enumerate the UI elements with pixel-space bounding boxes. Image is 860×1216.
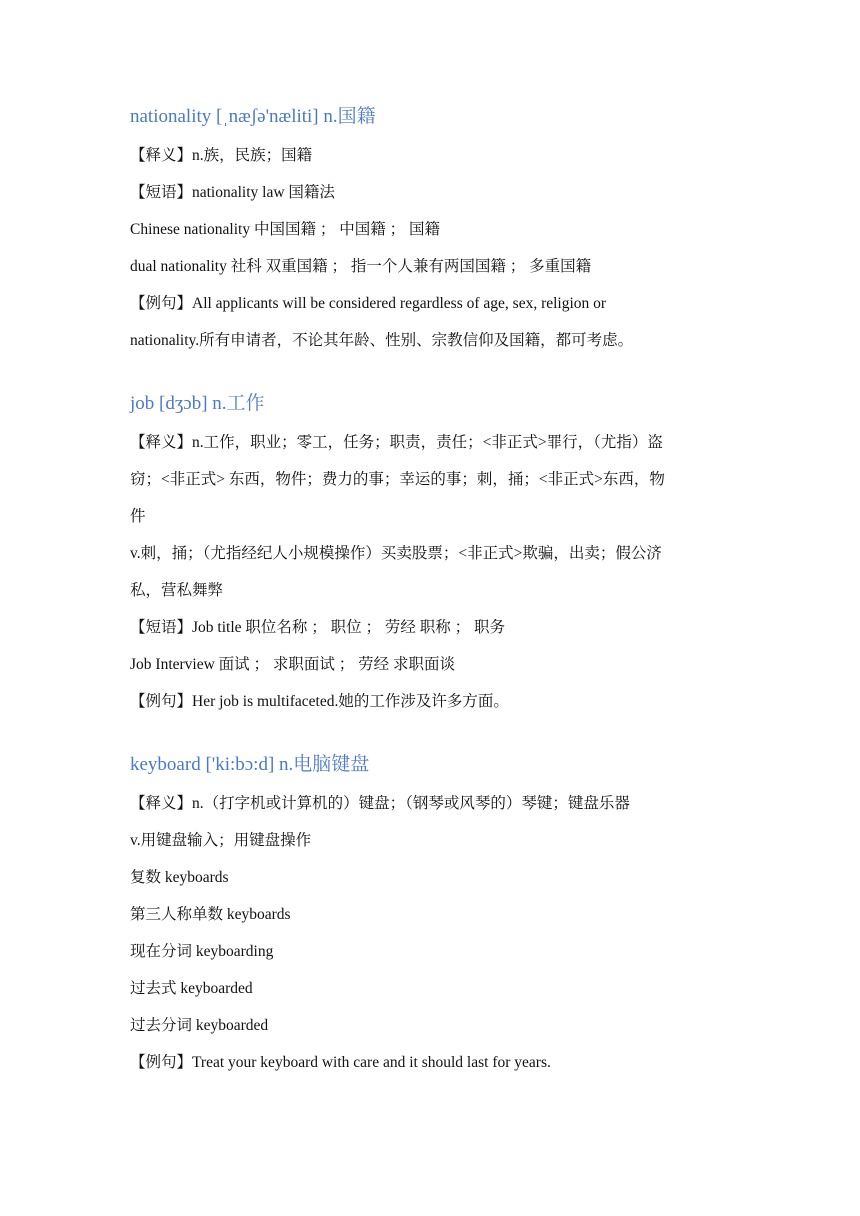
example-line: nationality.所有申请者，不论其年龄、性别、宗教信仰及国籍，都可考虑。 (130, 332, 634, 349)
entry-nationality (130, 100, 730, 359)
inflection-line: 复数 keyboards (130, 869, 229, 886)
example-line: 【例句】Her job is multifaceted.她的工作涉及许多方面。 (130, 693, 509, 710)
headword: keyboard ['ki:bɔ:d] n.电脑键盘 (130, 754, 370, 775)
headword: job [dʒɔb] n.工作 (130, 393, 265, 414)
inflection-line: 过去分词 keyboarded (130, 1017, 269, 1034)
definition-line: v.用键盘输入；用键盘操作 (130, 832, 312, 849)
document-page (130, 100, 730, 1081)
entry-keyboard (130, 748, 730, 1081)
definition-line: 件 (130, 508, 146, 525)
definition-line: 【释义】n.工作，职业；零工，任务；职责，责任；<非正式>罪行，（尤指）盗 (130, 434, 663, 451)
phrase-line: 【短语】nationality law 国籍法 (130, 184, 335, 201)
example-line: 【例句】Treat your keyboard with care and it should last for years. (130, 1054, 551, 1071)
entry-job (130, 387, 730, 720)
inflection-line: 现在分词 keyboarding (130, 943, 274, 960)
definition-line: 【释义】n.（打字机或计算机的）键盘；（钢琴或风琴的）琴键；键盘乐器 (130, 795, 630, 812)
headword: nationality [ˌnæʃə'næliti] n.国籍 (130, 106, 376, 127)
phrase-line: dual nationality 社科 双重国籍 ； 指一个人兼有两国国籍 ； 多重国籍 (130, 258, 592, 275)
phrase-line: Chinese nationality 中国国籍 ； 中国籍 ； 国籍 (130, 221, 440, 238)
entry-gap (130, 359, 730, 387)
phrase-line: Job Interview 面试 ； 求职面试 ； 劳经 求职面谈 (130, 656, 456, 673)
example-line: 【例句】All applicants will be considered regardless of age, sex, religion or (130, 295, 607, 312)
definition-line: 窃；<非正式> 东西，物件；费力的事；幸运的事；刺，捅；<非正式>东西，物 (130, 471, 665, 488)
inflection-line: 第三人称单数 keyboards (130, 906, 291, 923)
phrase-line: 【短语】Job title 职位名称 ； 职位 ； 劳经 职称 ； 职务 (130, 619, 506, 636)
inflection-line: 过去式 keyboarded (130, 980, 253, 997)
definition-line: 【释义】n.族，民族；国籍 (130, 147, 313, 164)
entry-gap (130, 720, 730, 748)
definition-line: v.刺，捅；（尤指经纪人小规模操作）买卖股票；<非正式>欺骗，出卖；假公济 (130, 545, 662, 562)
definition-line: 私，营私舞弊 (130, 582, 224, 599)
